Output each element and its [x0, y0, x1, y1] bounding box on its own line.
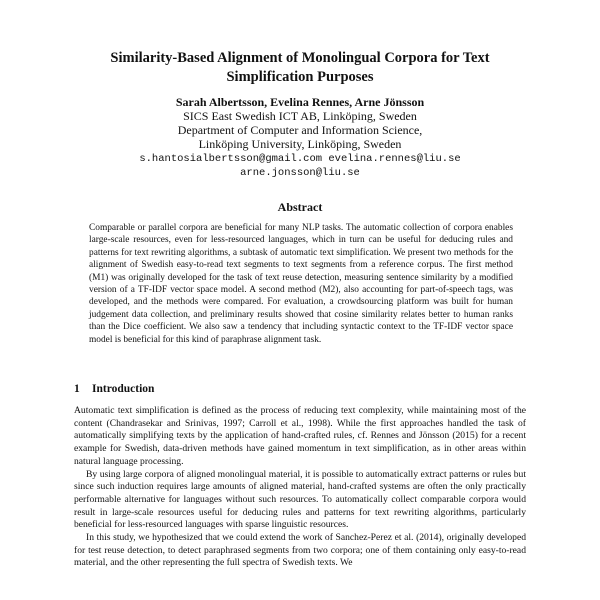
email-address[interactable]: arne.jonsson@liu.se [240, 167, 360, 179]
abstract-text: Comparable or parallel corpora are beneficial for many NLP tasks. The automatic collection of corpora enables large-scale resources, even for less-resourced languages, which in turn can be useful for deducing rules and patterns for text rewriting algorithms, a subtask of automatic text simplification. We present two methods for the alignment of Swedish easy-to-read text segments to text segments from a reference corpus. The first method (M1) was originally developed for the task of text reuse detection, measuring sentence similarity by a modified version of a TF-IDF vector space model. A second method (M2), also accounting for part-of-speech tags, was developed, and the methods were compared. For evaluation, a crowdsourcing platform was built for human judgement data collection, and preliminary results showed that cosine similarity relates better to human ranks than the Dice coefficient. We also saw a tendency that including syntactic context to the TF-IDF vector space model is beneficial for this kind of paraphrase alignment task. [89, 223, 513, 345]
introduction-body [74, 405, 526, 570]
section-heading [74, 382, 374, 396]
paper-title: Similarity-Based Alignment of Monolingual Corpora for Text Simplification Purposes [110, 50, 490, 85]
email-address[interactable]: evelina.rennes@liu.se [328, 153, 461, 165]
affiliation-line: SICS East Swedish ICT AB, Linköping, Sweden [183, 109, 417, 123]
section-title: Introduction [92, 383, 155, 395]
affiliation-line: Department of Computer and Information Science, [177, 123, 423, 137]
body-paragraph: By using large corpora of aligned monolingual material, it is possible to automatically extract patterns or rules but since such induction requires large amounts of aligned material, hand-crafted systems are often the only practically performable alternative for languages without such resources. To automatically collect comparable corpora would result in large-scale resources useful for deducing rules and patterns for text rewriting algorithms, particularly beneficial for less-resourced languages with sparse linguistic resources. [74, 468, 526, 531]
body-paragraph: Automatic text simplification is defined as the process of reducing text complexity, while maintaining most of the content (Chandrasekar and Srinivas, 1997; Carroll et al., 1998). While the first approaches handled the task of automatically simplifying texts by the application of hand-crafted rules, cf. Rennes and Jönsson (2015) for a recent example for Swedish, data-driven methods have gained momentum in text simplification, as in other areas within natural language processing. [74, 405, 526, 467]
abstract-heading: Abstract [277, 200, 323, 214]
affiliation-line: Linköping University, Linköping, Sweden [198, 137, 402, 151]
email-address[interactable]: s.hantosialbertsson@gmail.com [139, 153, 323, 165]
author-list: Sarah Albertsson, Evelina Rennes, Arne Jönsson [175, 95, 425, 109]
body-paragraph: In this study, we hypothesized that we could extend the work of Sanchez-Perez et al. (2014), originally developed for test reuse detection, to detect paraphrased segments from two corpora; one of them containing only easy-to-read material, and the other representing the full spectra of Swedish texts. We [74, 532, 526, 569]
author-emails [60, 152, 540, 180]
section-number: 1 [74, 383, 80, 395]
